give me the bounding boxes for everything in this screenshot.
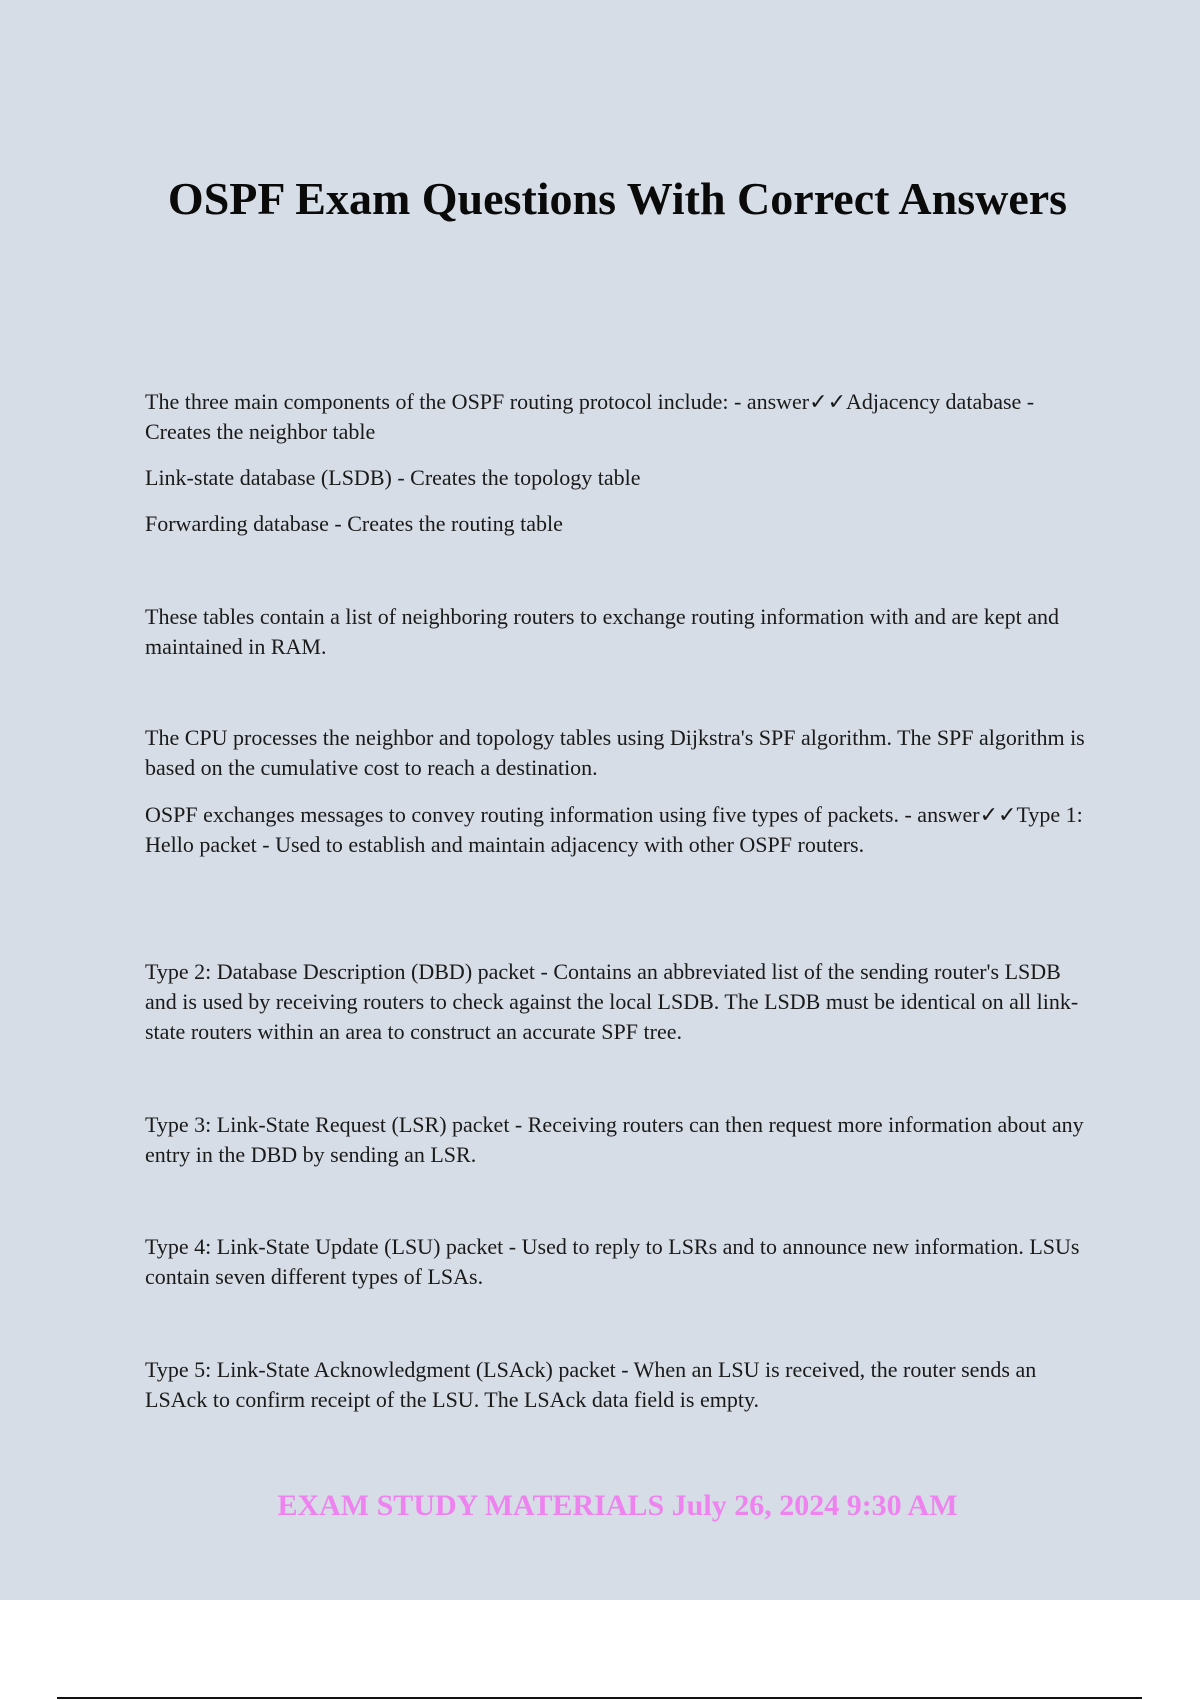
paragraph-tables-ram: These tables contain a list of neighboring routers to exchange routing information with and are kept and maintained in RAM. [145,604,1059,659]
paragraph-forwarding-db: Forwarding database - Creates the routing table [145,511,563,536]
paragraph-type2-dbd: Type 2: Database Description (DBD) packet - Contains an abbreviated list of the sending router's LSDB and is used by receiving routers to check against the local LSDB. The LSDB must be identical on all link-state routers within an area to construct an accurate SPF tree. [145,959,1079,1044]
document-title: OSPF Exam Questions With Correct Answers [167,173,1068,224]
study-materials-stamp: EXAM STUDY MATERIALS July 26, 2024 9:30 AM [277,1489,958,1522]
paragraph-packet-types: OSPF exchanges messages to convey routing information using five types of packets. - answer✓✓Type 1: Hello packet - Used to establish and maintain adjacency with other OSPF routers. [145,802,1083,857]
paragraph-lsdb: Link-state database (LSDB) - Creates the topology table [145,465,641,490]
paragraph-type4-lsu: Type 4: Link-State Update (LSU) packet - Used to reply to LSRs and to announce new information. LSUs contain seven different types of LSAs. [145,1234,1080,1289]
paragraph-type5-lsack: Type 5: Link-State Acknowledgment (LSAck) packet - When an LSU is received, the router sends an LSAck to confirm receipt of the LSU. The LSAck data field is empty. [145,1357,1037,1412]
paragraph-type3-lsr: Type 3: Link-State Request (LSR) packet - Receiving routers can then request more information about any entry in the DBD by sending an LSR. [145,1112,1084,1167]
paragraph-components: The three main components of the OSPF routing protocol include: - answer✓✓Adjacency database - Creates the neighbor table [145,389,1035,444]
page-divider-line [57,1697,1142,1699]
paragraph-spf-algorithm: The CPU processes the neighbor and topology tables using Dijkstra's SPF algorithm. The SPF algorithm is based on the cumulative cost to reach a destination. [145,725,1085,780]
